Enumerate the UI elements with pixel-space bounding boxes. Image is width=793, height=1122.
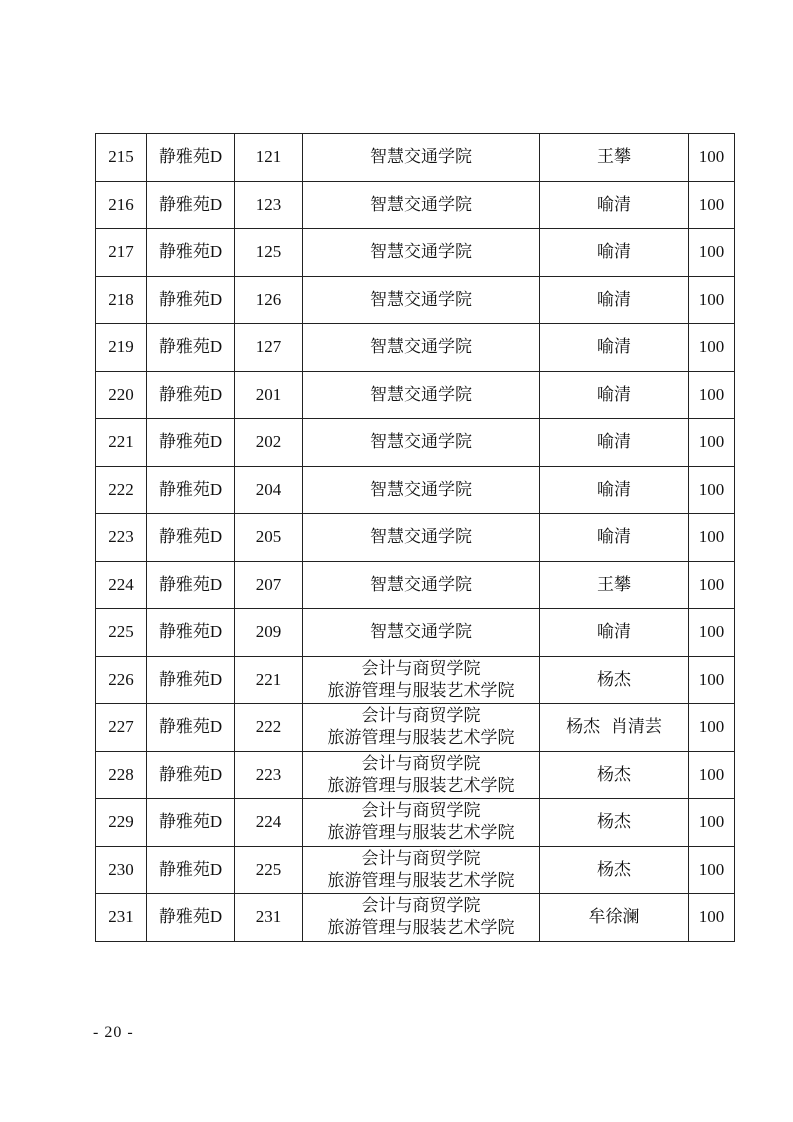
department-cell [303, 229, 540, 277]
page-number: - 20 - [93, 1024, 134, 1041]
department-line: 智慧交通学院 [370, 574, 472, 595]
room-cell: 222 [235, 704, 303, 752]
room-cell: 125 [235, 229, 303, 277]
score-cell: 100 [689, 514, 735, 562]
department-cell [303, 466, 540, 514]
row-number-cell: 215 [96, 134, 147, 182]
row-number-cell: 229 [96, 799, 147, 847]
score-cell: 100 [689, 561, 735, 609]
score-cell: 100 [689, 324, 735, 372]
room-cell: 127 [235, 324, 303, 372]
room-cell: 224 [235, 799, 303, 847]
department-line: 旅游管理与服装艺术学院 [327, 823, 515, 844]
building-cell: 静雅苑D [147, 371, 235, 419]
department-cell [303, 181, 540, 229]
department-cell [303, 514, 540, 562]
department-cell [303, 846, 540, 894]
row-number-cell: 221 [96, 419, 147, 467]
score-cell: 100 [689, 846, 735, 894]
department-line: 旅游管理与服装艺术学院 [327, 870, 515, 891]
room-cell: 221 [235, 656, 303, 704]
score-cell: 100 [689, 799, 735, 847]
row-number-cell: 230 [96, 846, 147, 894]
department-line: 会计与商贸学院 [361, 896, 481, 917]
room-cell: 123 [235, 181, 303, 229]
inspector-cell: 王攀 [540, 561, 689, 609]
department-cell [303, 609, 540, 657]
table-row [96, 894, 735, 942]
department-cell [303, 704, 540, 752]
department-line: 智慧交通学院 [370, 384, 472, 405]
score-cell: 100 [689, 704, 735, 752]
room-cell: 223 [235, 751, 303, 799]
row-number-cell: 219 [96, 324, 147, 372]
score-cell: 100 [689, 656, 735, 704]
table-row [96, 656, 735, 704]
building-cell: 静雅苑D [147, 181, 235, 229]
inspector-cell: 喻清 [540, 324, 689, 372]
row-number-cell: 217 [96, 229, 147, 277]
score-cell: 100 [689, 609, 735, 657]
department-line: 智慧交通学院 [370, 337, 472, 358]
table-row [96, 229, 735, 277]
department-line: 会计与商贸学院 [361, 706, 481, 727]
room-cell: 209 [235, 609, 303, 657]
building-cell: 静雅苑D [147, 466, 235, 514]
building-cell: 静雅苑D [147, 229, 235, 277]
row-number-cell: 218 [96, 276, 147, 324]
building-cell: 静雅苑D [147, 846, 235, 894]
room-cell: 126 [235, 276, 303, 324]
row-number-cell: 220 [96, 371, 147, 419]
room-cell: 204 [235, 466, 303, 514]
row-number-cell: 223 [96, 514, 147, 562]
inspector-cell: 喻清 [540, 181, 689, 229]
table-row [96, 799, 735, 847]
department-cell [303, 894, 540, 942]
room-cell: 207 [235, 561, 303, 609]
inspector-cell: 杨杰 [540, 656, 689, 704]
department-cell [303, 656, 540, 704]
inspector-cell: 喻清 [540, 514, 689, 562]
table-row [96, 751, 735, 799]
department-line: 旅游管理与服装艺术学院 [327, 728, 515, 749]
department-line: 智慧交通学院 [370, 194, 472, 215]
inspector-cell: 杨杰 肖清芸 [540, 704, 689, 752]
department-cell [303, 324, 540, 372]
room-cell: 121 [235, 134, 303, 182]
department-line: 会计与商贸学院 [361, 658, 481, 679]
score-cell: 100 [689, 134, 735, 182]
department-cell [303, 134, 540, 182]
department-line: 智慧交通学院 [370, 622, 472, 643]
score-cell: 100 [689, 276, 735, 324]
department-line: 智慧交通学院 [370, 479, 472, 500]
room-cell: 231 [235, 894, 303, 942]
score-cell: 100 [689, 466, 735, 514]
department-line: 智慧交通学院 [370, 289, 472, 310]
table-row [96, 134, 735, 182]
department-line: 旅游管理与服装艺术学院 [327, 680, 515, 701]
row-number-cell: 224 [96, 561, 147, 609]
department-line: 旅游管理与服装艺术学院 [327, 918, 515, 939]
department-cell [303, 419, 540, 467]
table-row [96, 324, 735, 372]
department-cell [303, 799, 540, 847]
department-line: 智慧交通学院 [370, 147, 472, 168]
table-row [96, 371, 735, 419]
table-row [96, 276, 735, 324]
table-row [96, 609, 735, 657]
row-number-cell: 227 [96, 704, 147, 752]
inspector-cell: 喻清 [540, 466, 689, 514]
inspector-cell: 杨杰 [540, 846, 689, 894]
inspector-cell: 杨杰 [540, 751, 689, 799]
score-cell: 100 [689, 229, 735, 277]
building-cell: 静雅苑D [147, 276, 235, 324]
score-cell: 100 [689, 371, 735, 419]
building-cell: 静雅苑D [147, 894, 235, 942]
building-cell: 静雅苑D [147, 134, 235, 182]
department-line: 智慧交通学院 [370, 527, 472, 548]
inspector-cell: 牟徐澜 [540, 894, 689, 942]
department-cell [303, 276, 540, 324]
room-cell: 202 [235, 419, 303, 467]
building-cell: 静雅苑D [147, 609, 235, 657]
department-line: 旅游管理与服装艺术学院 [327, 775, 515, 796]
department-line: 智慧交通学院 [370, 242, 472, 263]
inspector-cell: 王攀 [540, 134, 689, 182]
inspector-cell: 喻清 [540, 229, 689, 277]
department-line: 会计与商贸学院 [361, 753, 481, 774]
table-row [96, 466, 735, 514]
score-cell: 100 [689, 894, 735, 942]
department-line: 会计与商贸学院 [361, 801, 481, 822]
room-cell: 201 [235, 371, 303, 419]
table-body [96, 134, 735, 942]
building-cell: 静雅苑D [147, 751, 235, 799]
building-cell: 静雅苑D [147, 656, 235, 704]
inspector-cell: 喻清 [540, 609, 689, 657]
table-row [96, 561, 735, 609]
department-cell [303, 371, 540, 419]
building-cell: 静雅苑D [147, 419, 235, 467]
row-number-cell: 226 [96, 656, 147, 704]
room-cell: 205 [235, 514, 303, 562]
department-line: 会计与商贸学院 [361, 848, 481, 869]
building-cell: 静雅苑D [147, 561, 235, 609]
row-number-cell: 225 [96, 609, 147, 657]
row-number-cell: 216 [96, 181, 147, 229]
department-cell [303, 561, 540, 609]
building-cell: 静雅苑D [147, 704, 235, 752]
inspector-cell: 喻清 [540, 371, 689, 419]
table-row [96, 419, 735, 467]
row-number-cell: 222 [96, 466, 147, 514]
department-line: 智慧交通学院 [370, 432, 472, 453]
inspector-cell: 喻清 [540, 419, 689, 467]
score-cell: 100 [689, 419, 735, 467]
dorm-inspection-table [95, 133, 735, 942]
building-cell: 静雅苑D [147, 799, 235, 847]
room-cell: 225 [235, 846, 303, 894]
table-row [96, 846, 735, 894]
inspector-cell: 杨杰 [540, 799, 689, 847]
score-cell: 100 [689, 181, 735, 229]
table-row [96, 704, 735, 752]
score-cell: 100 [689, 751, 735, 799]
department-cell [303, 751, 540, 799]
building-cell: 静雅苑D [147, 324, 235, 372]
table-row [96, 181, 735, 229]
building-cell: 静雅苑D [147, 514, 235, 562]
row-number-cell: 228 [96, 751, 147, 799]
inspector-cell: 喻清 [540, 276, 689, 324]
table-row [96, 514, 735, 562]
row-number-cell: 231 [96, 894, 147, 942]
